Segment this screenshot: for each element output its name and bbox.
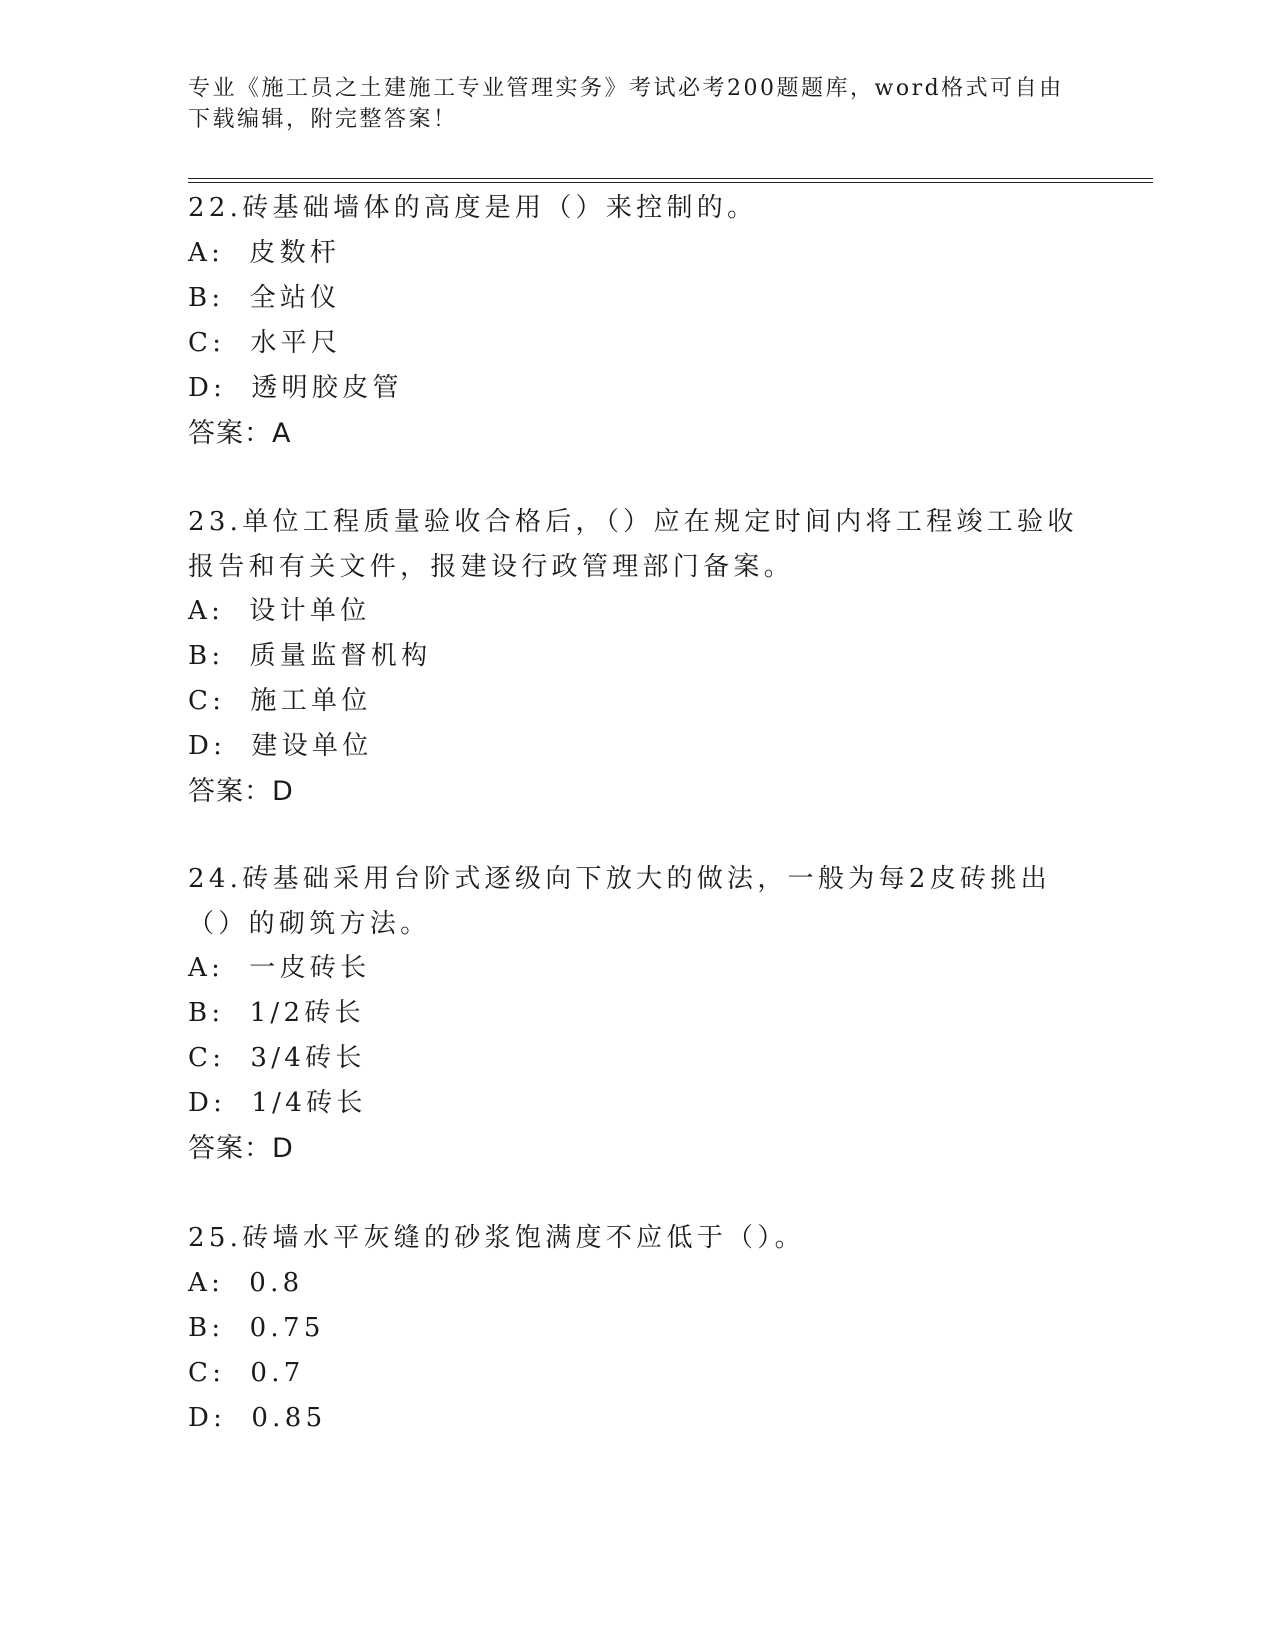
option-c: C: 3/4砖长 [188, 1043, 366, 1073]
question-24 [188, 857, 1088, 1171]
option-a: A: 皮数杆 [188, 237, 341, 268]
document-intro: 专业《施工员之土建施工专业管理实务》考试必考200题题库，word格式可自由下载编辑，附完整答案！ [188, 76, 1064, 132]
option-c: C: 水平尺 [188, 327, 342, 358]
answer: 答案：D [188, 1133, 294, 1164]
question-23 [188, 500, 1088, 814]
option-a: A: 0.8 [188, 1267, 304, 1298]
option-b: B: 质量监督机构 [188, 641, 432, 671]
question-stem: 25.砖墙水平灰缝的砂浆饱满度不应低于（）。 [188, 1223, 805, 1253]
option-c: C: 0.7 [188, 1357, 305, 1388]
option-b: B: 0.75 [188, 1312, 325, 1343]
question-stem: 23.单位工程质量验收合格后，（）应在规定时间内将工程竣工验收报告和有关文件，报建设行政管理部门备案。 [188, 507, 1078, 582]
option-a: A: 一皮砖长 [188, 953, 371, 983]
answer: 答案：D [188, 776, 294, 807]
option-c: C: 施工单位 [188, 686, 372, 716]
question-stem: 24.砖基础采用台阶式逐级向下放大的做法，一般为每2皮砖挑出（）的砌筑方法。 [188, 864, 1051, 939]
question-25 [188, 1216, 1088, 1441]
option-b: B: 全站仪 [188, 282, 341, 313]
option-d: D: 1/4砖长 [188, 1088, 367, 1118]
option-a: A: 设计单位 [188, 596, 371, 626]
header-divider-bottom [188, 182, 1153, 183]
question-stem: 22.砖基础墙体的高度是用（）来控制的。 [188, 193, 758, 223]
question-22 [188, 186, 1088, 456]
option-b: B: 1/2砖长 [188, 998, 365, 1028]
option-d: D: 0.85 [188, 1402, 327, 1433]
option-d: D: 透明胶皮管 [188, 372, 403, 403]
header-divider-top [188, 178, 1153, 179]
answer: 答案：A [188, 417, 292, 449]
option-d: D: 建设单位 [188, 731, 373, 761]
